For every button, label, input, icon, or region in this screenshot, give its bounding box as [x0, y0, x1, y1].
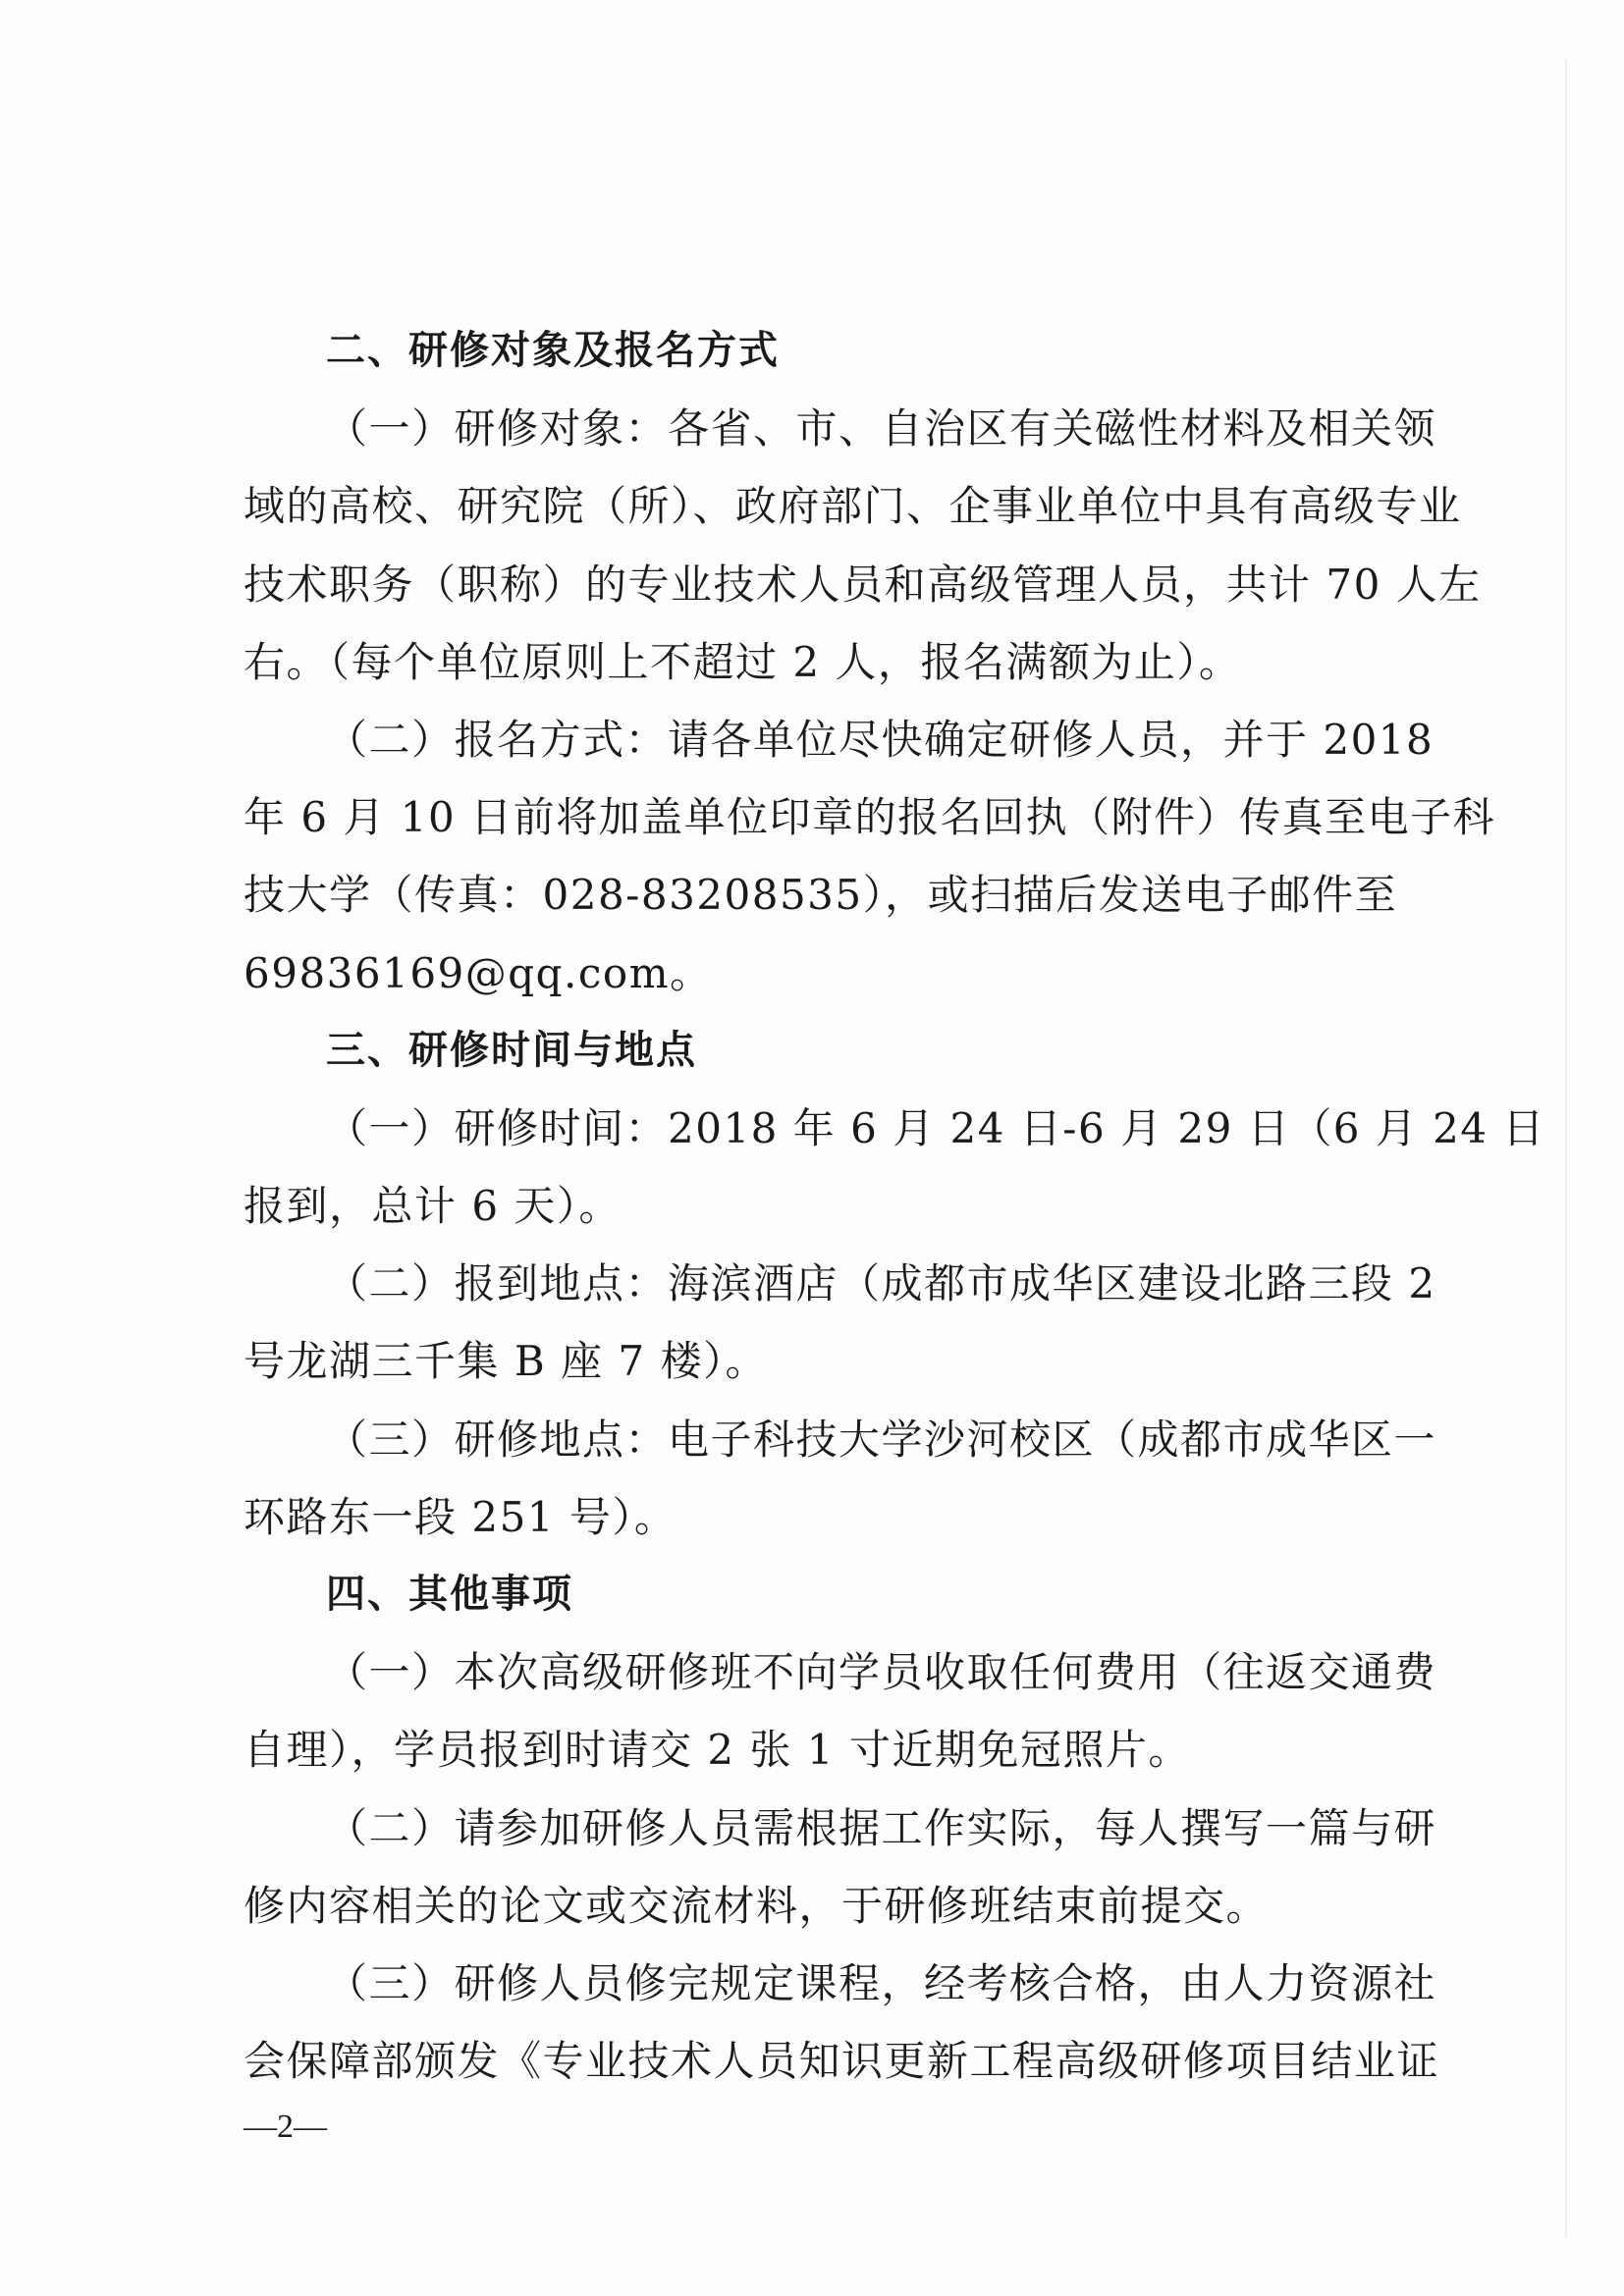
paragraph-line: 年 6 月 10 日前将加盖单位印章的报名回执（附件）传真至电子科	[244, 793, 1496, 842]
paragraph-papers	[244, 1789, 1437, 1945]
paragraph-study-location	[244, 1401, 1437, 1556]
paragraph-line: 环路东一段 251 号）。	[244, 1492, 677, 1541]
section-three-heading: 三、研修时间与地点	[326, 1027, 697, 1073]
paragraph-line: （一）研修对象：各省、市、自治区有关磁性材料及相关领	[326, 404, 1437, 454]
paragraph-study-targets	[244, 390, 1482, 701]
paragraph-line: （一）本次高级研修班不向学员收取任何费用（往返交通费	[326, 1648, 1437, 1697]
paragraph-study-time	[244, 1090, 1545, 1245]
paragraph-line: （一）研修时间：2018 年 6 月 24 日-6 月 29 日（6 月 24 日	[326, 1103, 1545, 1152]
paragraph-line: 自理），学员报到时请交 2 张 1 寸近期免冠照片。	[244, 1726, 1191, 1775]
paragraph-line: （二）报名方式：请各单位尽快确定研修人员，并于 2018	[326, 715, 1435, 764]
paragraph-certificate	[244, 1945, 1440, 2100]
paragraph-line: 会保障部颁发《专业技术人员知识更新工程高级研修项目结业证	[244, 2037, 1440, 2086]
paragraph-line: （二）请参加研修人员需根据工作实际，每人撰写一篇与研	[326, 1803, 1437, 1852]
paragraph-line: 修内容相关的论文或交流材料，于研修班结束前提交。	[244, 1881, 1270, 1930]
section-two-heading: 二、研修对象及报名方式	[326, 328, 780, 373]
paragraph-line: （二）报到地点：海滨酒店（成都市成华区建设北路三段 2	[326, 1259, 1436, 1308]
paragraph-checkin-location	[244, 1245, 1436, 1400]
section-four-heading: 四、其他事项	[326, 1572, 573, 1617]
paragraph-line: （三）研修地点：电子科技大学沙河校区（成都市成华区一	[326, 1415, 1437, 1464]
paragraph-line: 域的高校、研究院（所）、政府部门、企事业单位中具有高级专业	[244, 482, 1462, 531]
scan-edge	[1565, 59, 1567, 2237]
paragraph-line: 技术职务（职称）的专业技术人员和高级管理人员，共计 70 人左	[244, 560, 1482, 609]
paragraph-line: 报到，总计 6 天）。	[244, 1182, 622, 1231]
document-body	[244, 312, 1545, 2100]
paragraph-line: （三）研修人员修完规定课程，经考核合格，由人力资源社	[326, 1958, 1437, 2007]
paragraph-line: 号龙湖三千集 B 座 7 楼）。	[244, 1337, 768, 1386]
paragraph-fees	[244, 1633, 1437, 1789]
email-line: 69836169@qq.com。	[244, 948, 713, 997]
paragraph-line: 右。（每个单位原则上不超过 2 人，报名满额为止）。	[244, 637, 1242, 686]
paragraph-registration	[244, 701, 1496, 1012]
page-number: —2—	[244, 2109, 327, 2145]
paragraph-line: 技大学（传真：028-83208535），或扫描后发送电子邮件至	[244, 871, 1398, 920]
